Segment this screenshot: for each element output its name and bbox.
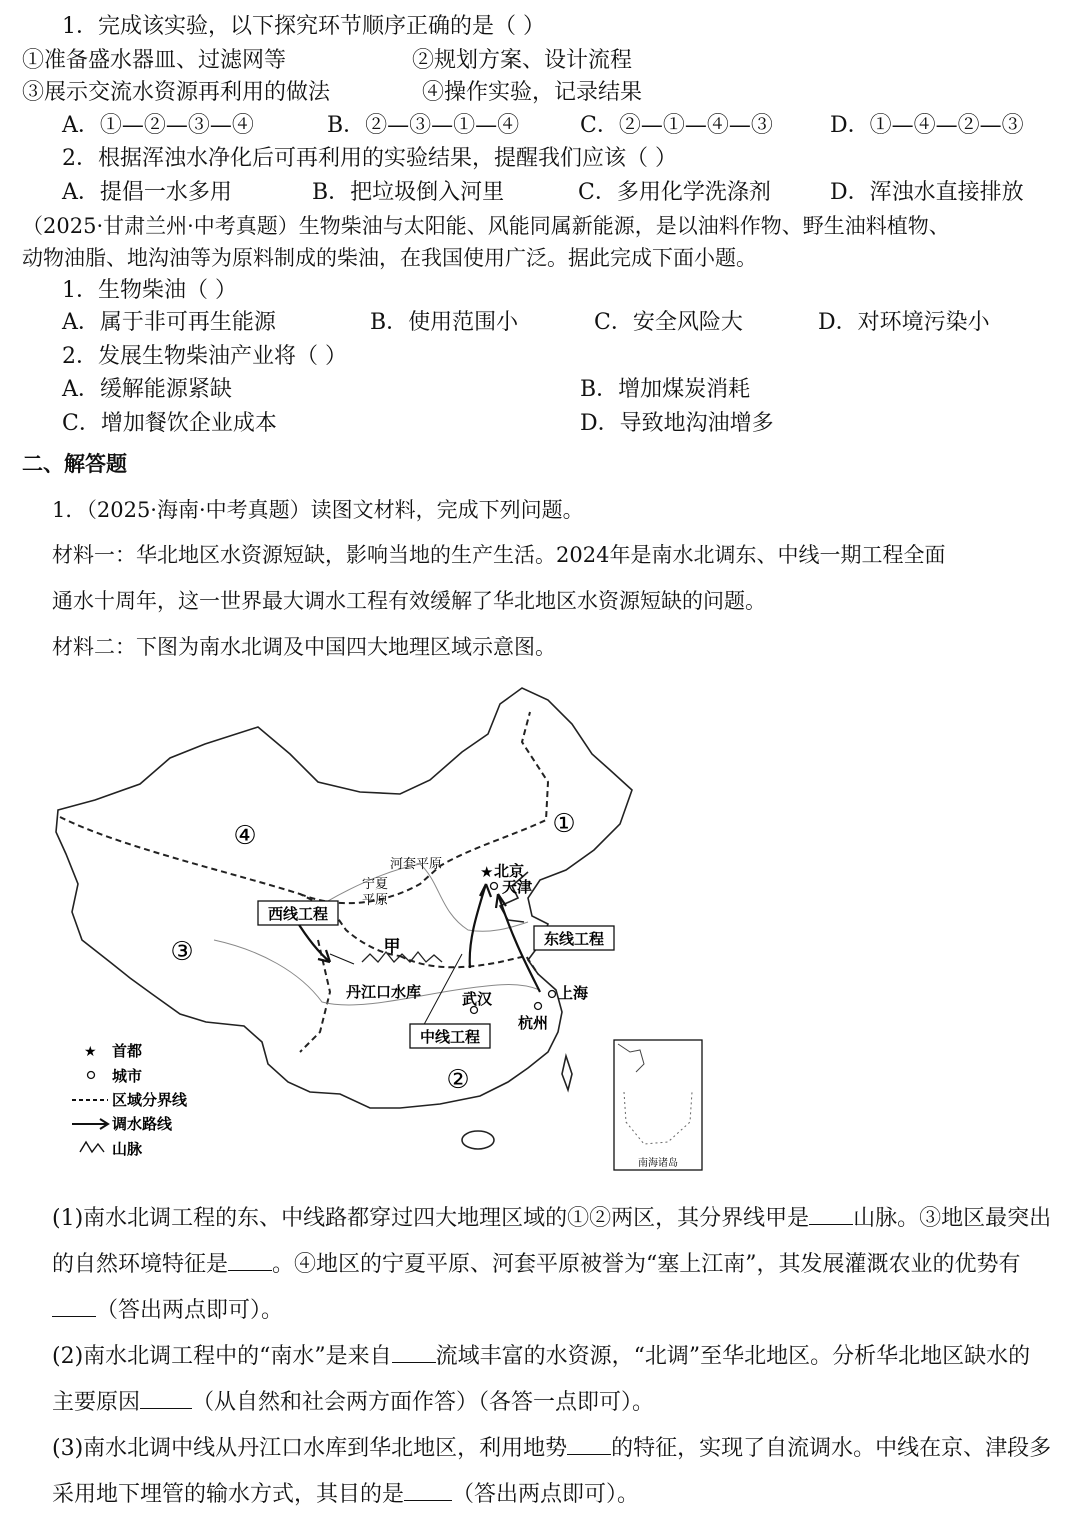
middle-route-arrow: [480, 884, 491, 897]
q1-text-c: 。④地区的宁夏平原、河套平原被誉为“塞上江南”，其发展灌溉农业的优势有: [272, 1252, 1021, 1277]
q2-option-d: D．浑浊水直接排放: [830, 180, 1024, 205]
hetao-label: 河套平原: [390, 857, 443, 872]
intro-line-2: 动物油脂、地沟油等为原料制成的柴油，在我国使用广泛。据此完成下面小题。: [22, 246, 757, 270]
q1-option-c: C．②—①—④—③: [580, 113, 773, 138]
q1-option-b: B．②—③—①—④: [327, 113, 520, 138]
boundary-west: [60, 817, 400, 956]
danjiangkou-label: 丹江口水库: [346, 983, 422, 1001]
step-3: ③展示交流水资源再利用的做法: [22, 80, 331, 105]
q3-text-b: 的特征，实现了自流调水。中线在京、津段多采用地下埋管的输水方式，其目的是: [52, 1436, 1052, 1507]
legend-mountain: 山脉: [112, 1140, 143, 1158]
q1-stem: 1．完成该实验，以下探究环节顺序正确的是（ ）: [62, 14, 545, 39]
south-china-sea-inset: [614, 1040, 702, 1170]
region-label-4: ④: [233, 821, 257, 851]
west-route-line: [296, 920, 330, 962]
china-map: [0, 672, 1080, 1182]
middle-route-line: [470, 884, 486, 968]
q1-option-d: D．①—④—②—③: [830, 113, 1024, 138]
material-1-line-1: 材料一：华北地区水资源短缺，影响当地的生产生活。2024年是南水北调东、中线一期工程全面: [52, 543, 946, 567]
inset-label: 南海诸岛: [638, 1158, 678, 1169]
biodiesel-q1-option-a: A．属于非可再生能源: [62, 310, 276, 335]
west-route-label: 西线工程: [267, 905, 329, 923]
q2-text-c: （从自然和社会两方面作答）（各答一点即可）。: [192, 1390, 655, 1415]
hainan-island: [462, 1131, 494, 1149]
biodiesel-q2-option-a: A．缓解能源紧缺: [62, 377, 232, 402]
step-1: ①准备盛水器皿、过滤网等: [22, 48, 287, 73]
q1-text-d: （答出两点即可）。: [96, 1298, 284, 1323]
question-1: [52, 1196, 1052, 1334]
q2-option-a: A．提倡一水多用: [62, 180, 232, 205]
tianjin-label: 天津: [502, 878, 533, 896]
section-heading: 二、解答题: [22, 452, 127, 476]
material-2: 材料二：下图为南水北调及中国四大地理区域示意图。: [52, 635, 556, 659]
region-label-3: ③: [170, 937, 194, 967]
wuhan-label: 武汉: [462, 990, 493, 1008]
legend-star-icon: ★: [84, 1044, 97, 1060]
legend-city: 城市: [112, 1067, 143, 1085]
biodiesel-q1-option-b: B．使用范围小: [370, 310, 519, 335]
hangzhou-label: 杭州: [518, 1014, 549, 1032]
q1-text-b: 山脉。③地区最突出的自然环境特征是: [52, 1206, 1052, 1277]
q3-text-c: （答出两点即可）。: [452, 1482, 640, 1507]
question-3: [52, 1426, 1052, 1518]
middle-route-label: 中线工程: [419, 1028, 481, 1046]
legend-capital: 首都: [112, 1042, 143, 1060]
q3-text-a: (3)南水北调中线从丹江口水库到华北地区，利用地势: [52, 1436, 568, 1461]
ningxia-label-2: 平原: [362, 893, 389, 908]
q2-blank-2[interactable]: [140, 1408, 192, 1409]
ningxia-label-1: 宁夏: [362, 877, 389, 892]
step-2: ②规划方案、设计流程: [412, 48, 633, 73]
q1-text-a: (1)南水北调工程的东、中线路都穿过四大地理区域的①②两区，其分界线甲是: [52, 1206, 810, 1231]
step-4: ④操作实验，记录结果: [422, 80, 643, 105]
biodiesel-q2-stem: 2．发展生物柴油产业将（ ）: [62, 344, 347, 369]
question-2: [52, 1334, 1052, 1426]
biodiesel-q2-option-c: C．增加餐饮企业成本: [62, 411, 277, 436]
tianjin-dot: [491, 883, 498, 890]
q1-blank-3[interactable]: [52, 1316, 96, 1317]
biodiesel-q1-option-c: C．安全风险大: [594, 310, 743, 335]
biodiesel-q2-option-b: B．增加煤炭消耗: [580, 377, 751, 402]
q3-blank-1[interactable]: [567, 1454, 611, 1455]
water-routes: [296, 884, 540, 992]
biodiesel-q1-stem: 1．生物柴油（ ）: [62, 278, 237, 303]
beijing-label: 北京: [494, 862, 525, 880]
hangzhou-dot: [535, 1003, 542, 1010]
q2-stem: 2．根据浑浊水净化后可再利用的实验结果，提醒我们应该（ ）: [62, 146, 677, 171]
q1-blank-1[interactable]: [809, 1224, 853, 1225]
shanghai-label: 上海: [558, 984, 589, 1002]
jia-label: 甲: [383, 937, 401, 957]
region-label-2: ②: [446, 1065, 470, 1095]
danjiang-leader: [330, 954, 354, 964]
legend-city-icon: [88, 1072, 95, 1079]
legend-route: 调水路线: [112, 1115, 173, 1133]
legend-boundary: 区域分界线: [112, 1091, 188, 1109]
biodiesel-q1-option-d: D．对环境污染小: [818, 310, 990, 335]
q3-blank-2[interactable]: [404, 1500, 452, 1501]
biodiesel-q2-option-d: D．导致地沟油增多: [580, 411, 774, 436]
map-legend: [72, 1042, 188, 1158]
q2-option-b: B．把垃圾倒入河里: [312, 180, 505, 205]
legend-mountain-icon: [80, 1142, 104, 1152]
china-outline: [56, 688, 632, 1149]
intro-line-1: （2025·甘肃兰州·中考真题）生物柴油与太阳能、风能同属新能源，是以油料作物、野生油料植物、: [22, 214, 950, 238]
material-1-line-2: 通水十周年，这一世界最大调水工程有效缓解了华北地区水资源短缺的问题。: [52, 589, 766, 613]
shanghai-dot: [549, 991, 556, 998]
q2-text-b: 流域丰富的水资源，“北调”至华北地区。分析华北地区缺水的主要原因: [52, 1344, 1031, 1415]
q1-option-a: A．①—②—③—④: [62, 113, 254, 138]
q1-blank-2[interactable]: [228, 1270, 272, 1271]
q2-option-c: C．多用化学洗涤剂: [578, 180, 771, 205]
east-route-label: 东线工程: [543, 930, 605, 948]
middle-label-leader: [420, 954, 462, 1032]
capital-star-icon: ★: [480, 863, 494, 881]
question-title: 1．（2025·海南·中考真题）读图文材料，完成下列问题。: [52, 498, 584, 522]
region-label-1: ①: [552, 809, 576, 839]
q2-text-a: (2)南水北调工程中的“南水”是来自: [52, 1344, 392, 1369]
taiwan-island: [562, 1056, 572, 1090]
q2-blank-1[interactable]: [392, 1362, 436, 1363]
